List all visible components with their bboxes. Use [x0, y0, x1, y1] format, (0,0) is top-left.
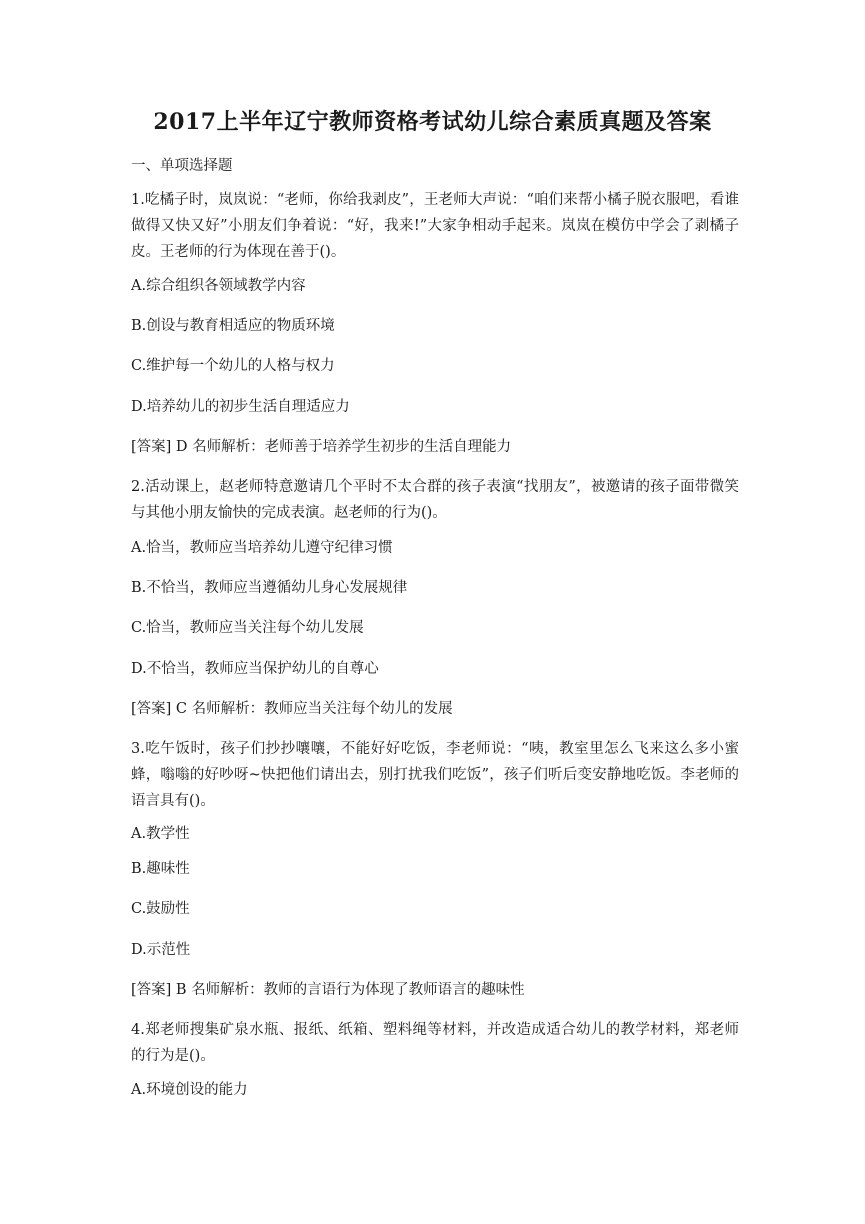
question-2-stem: 2.活动课上，赵老师特意邀请几个平时不太合群的孩子表演“找朋友”，被邀请的孩子面带微笑与其他小朋友愉快的完成表演。赵老师的行为()。 [131, 479, 739, 521]
question-3-option-d: D.示范性 [131, 942, 191, 958]
question-3-option-c: C.鼓励性 [131, 901, 190, 917]
question-3-option-b: B.趣味性 [131, 861, 190, 877]
question-2-option-a: A.恰当，教师应当培养幼儿遵守纪律习惯 [131, 540, 393, 556]
question-2-answer: [答案] C 名师解析：教师应当关注每个幼儿的发展 [131, 701, 453, 717]
question-1-option-d: D.培养幼儿的初步生活自理适应力 [131, 399, 350, 415]
question-1-stem: 1.吃橘子时，岚岚说：“老师，你给我剥皮”，王老师大声说：“咱们来帮小橘子脱衣服吧，看谁做得又快又好”小朋友们争着说：“好，我来!”大家争相动手起来。岚岚在模仿中学会了剥橘子皮。王老师的行为体现在善于()。 [131, 192, 739, 260]
section-heading: 一、单项选择题 [131, 158, 233, 174]
question-2-option-b: B.不恰当，教师应当遵循幼儿身心发展规律 [131, 580, 408, 596]
question-3-stem: 3.吃午饭时，孩子们抄抄嚷嚷，不能好好吃饭，李老师说：“咦，教室里怎么飞来这么多小蜜蜂，嗡嗡的好吵呀~快把他们请出去，别打扰我们吃饭”，孩子们听后变安静地吃饭。李老师的语言具有()。 [131, 741, 739, 809]
page-title: 2017上半年辽宁教师资格考试幼儿综合素质真题及答案 [153, 109, 712, 135]
question-3-option-a: A.教学性 [131, 826, 190, 842]
question-4-stem: 4.郑老师搜集矿泉水瓶、报纸、纸箱、塑料绳等材料，并改造成适合幼儿的教学材料，郑老师的行为是()。 [131, 1022, 739, 1064]
question-1-option-b: B.创设与教育相适应的物质环境 [131, 318, 335, 334]
question-3-answer: [答案] B 名师解析：教师的言语行为体现了教师语言的趣味性 [131, 982, 525, 998]
question-1-answer: [答案] D 名师解析：老师善于培养学生初步的生活自理能力 [131, 439, 512, 455]
question-1-option-c: C.维护每一个幼儿的人格与权力 [131, 358, 335, 374]
question-1-option-a: A.综合组织各领域教学内容 [131, 278, 306, 294]
question-4-option-a: A.环境创设的能力 [131, 1082, 248, 1098]
question-2-option-c: C.恰当，教师应当关注每个幼儿发展 [131, 620, 364, 636]
question-2-option-d: D.不恰当，教师应当保护幼儿的自尊心 [131, 661, 379, 677]
